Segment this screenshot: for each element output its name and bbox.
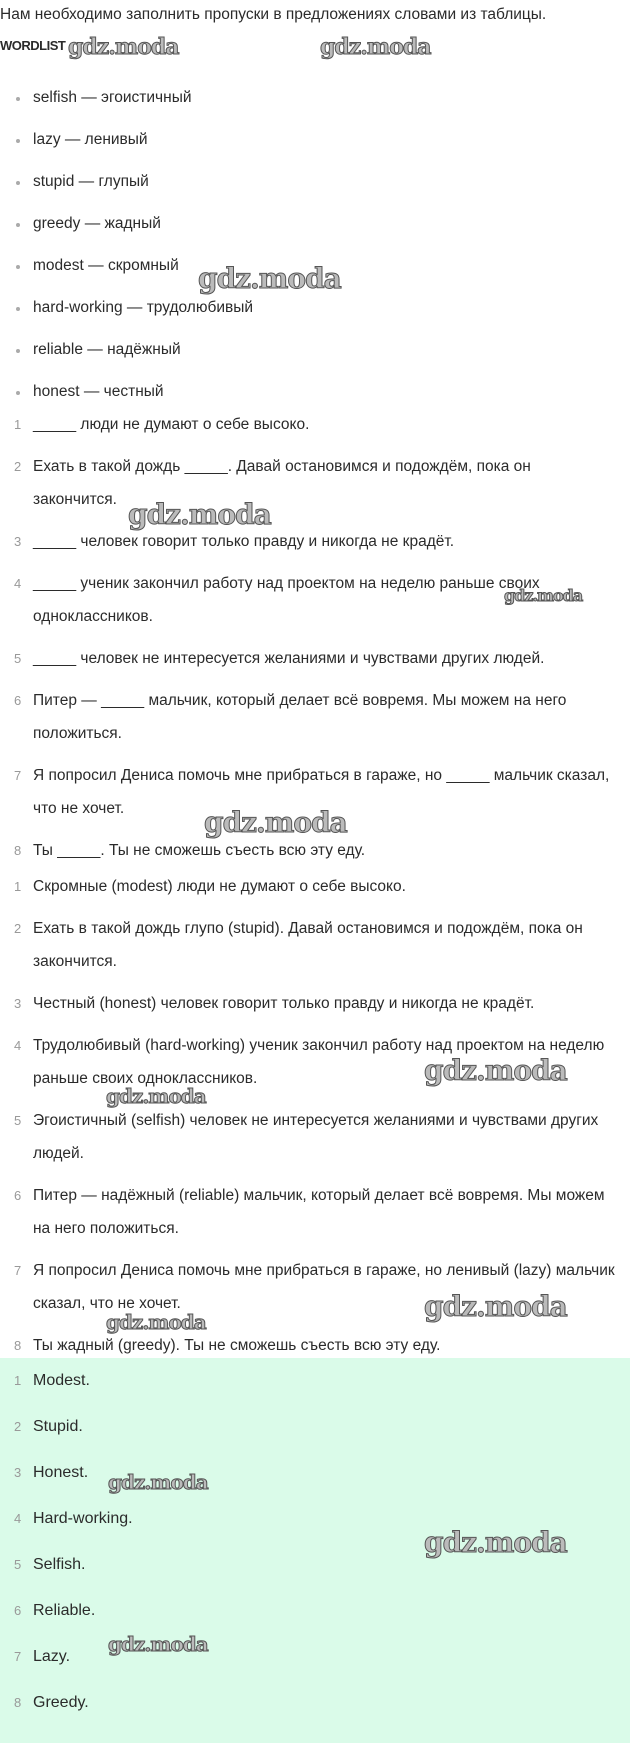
item-number: 8: [14, 1695, 22, 1710]
wordlist: [0, 86, 253, 422]
watermark: gdz.moda: [108, 1470, 208, 1494]
translation-item: [0, 870, 615, 903]
answer-item: [0, 1364, 615, 1398]
item-text: Питер — _____ мальчик, который делает всё вовремя. Мы можем на него положиться.: [33, 692, 567, 742]
answer-item: [0, 1686, 615, 1720]
translation-item: [0, 987, 615, 1020]
item-number: 3: [14, 996, 22, 1011]
watermark: gdz.moda: [106, 1310, 206, 1334]
item-number: 4: [14, 576, 22, 591]
word-item: hard-working — трудолюбивый: [0, 296, 253, 338]
watermark: gdz.moda: [198, 262, 341, 295]
item-text: Greedy.: [33, 1694, 89, 1711]
watermark: gdz.moda: [320, 34, 431, 60]
watermark: gdz.moda: [504, 586, 583, 605]
watermark: gdz.moda: [108, 1632, 208, 1656]
item-number: 3: [14, 1465, 22, 1480]
item-text: _____ человек говорит только правду и никогда не крадёт.: [33, 533, 455, 550]
wordlist-heading: WORDLIST: [0, 38, 66, 53]
item-text: Lazy.: [33, 1648, 71, 1665]
word-item: greedy — жадный: [0, 212, 253, 254]
watermark: gdz.moda: [68, 34, 179, 60]
word-item: reliable — надёжный: [0, 338, 253, 380]
item-number: 1: [14, 417, 22, 432]
item-number: 5: [14, 651, 22, 666]
item-text: _____ человек не интересуется желаниями и чувствами других людей.: [33, 650, 545, 667]
word-item: honest — честный: [0, 380, 253, 422]
item-number: 7: [14, 1263, 22, 1278]
translation-item: [0, 1104, 615, 1170]
item-text: Modest.: [33, 1372, 90, 1389]
task-intro: Нам необходимо заполнить пропуски в предложениях словами из таблицы.: [0, 6, 547, 23]
word-item: modest — скромный: [0, 254, 253, 296]
item-number: 5: [14, 1557, 22, 1572]
item-number: 6: [14, 1603, 22, 1618]
watermark: gdz.moda: [424, 1526, 567, 1559]
translation-item: [0, 912, 615, 978]
question-item: [0, 450, 615, 516]
item-text: Ехать в такой дождь _____. Давай остановимся и подождём, пока он закончится.: [33, 458, 531, 508]
item-text: Я попросил Дениса помочь мне прибраться в гараже, но ленивый (lazy) мальчик сказал, что не хочет.: [33, 1262, 615, 1312]
item-text: _____ ученик закончил работу над проектом на неделю раньше своих одноклассников.: [33, 575, 540, 625]
item-number: 8: [14, 843, 22, 858]
question-item: [0, 525, 615, 558]
item-text: Selfish.: [33, 1556, 86, 1573]
item-text: Трудолюбивый (hard-working) ученик закончил работу над проектом на неделю раньше своих одноклассников.: [33, 1037, 605, 1087]
answer-item: [0, 1456, 615, 1490]
watermark: gdz.moda: [424, 1054, 567, 1087]
item-number: 7: [14, 768, 22, 783]
item-number: 1: [14, 879, 22, 894]
item-text: Honest.: [33, 1464, 89, 1481]
answer-item: [0, 1640, 615, 1674]
item-text: Честный (honest) человек говорит только правду и никогда не крадёт.: [33, 995, 535, 1012]
item-number: 8: [14, 1338, 22, 1353]
item-number: 5: [14, 1113, 22, 1128]
translation-item: [0, 1179, 615, 1245]
item-number: 3: [14, 534, 22, 549]
item-number: 6: [14, 693, 22, 708]
item-text: Ехать в такой дождь глупо (stupid). Давай остановимся и подождём, пока он закончится.: [33, 920, 583, 970]
item-text: Ты жадный (greedy). Ты не сможешь съесть всю эту еду.: [33, 1337, 441, 1354]
item-number: 4: [14, 1038, 22, 1053]
word-item: selfish — эгоистичный: [0, 86, 253, 128]
item-text: Скромные (modest) люди не думают о себе высоко.: [33, 878, 406, 895]
item-text: _____ люди не думают о себе высоко.: [33, 416, 310, 433]
item-number: 1: [14, 1373, 22, 1388]
item-text: Я попросил Дениса помочь мне прибраться в гараже, но _____ мальчик сказал, что не хочет.: [33, 767, 610, 817]
watermark: gdz.moda: [204, 806, 347, 839]
item-number: 4: [14, 1511, 22, 1526]
item-number: 7: [14, 1649, 22, 1664]
item-text: Reliable.: [33, 1602, 96, 1619]
watermark: gdz.moda: [106, 1084, 206, 1108]
question-item: [0, 684, 615, 750]
item-number: 2: [14, 921, 22, 936]
watermark: gdz.moda: [128, 498, 271, 531]
question-item: [0, 642, 615, 675]
item-text: Эгоистичный (selfish) человек не интересуется желаниями и чувствами других людей.: [33, 1112, 599, 1162]
item-text: Stupid.: [33, 1418, 83, 1435]
answer-item: [0, 1594, 615, 1628]
item-number: 2: [14, 1419, 22, 1434]
word-item: stupid — глупый: [0, 170, 253, 212]
word-item: lazy — ленивый: [0, 128, 253, 170]
question-item: [0, 408, 615, 441]
item-text: Hard-working.: [33, 1510, 133, 1527]
item-text: Ты _____. Ты не сможешь съесть всю эту еду.: [33, 842, 366, 859]
item-number: 6: [14, 1188, 22, 1203]
answer-item: [0, 1410, 615, 1444]
item-text: Питер — надёжный (reliable) мальчик, который делает всё вовремя. Мы можем на него положиться.: [33, 1187, 605, 1237]
item-number: 2: [14, 459, 22, 474]
watermark: gdz.moda: [424, 1290, 567, 1323]
